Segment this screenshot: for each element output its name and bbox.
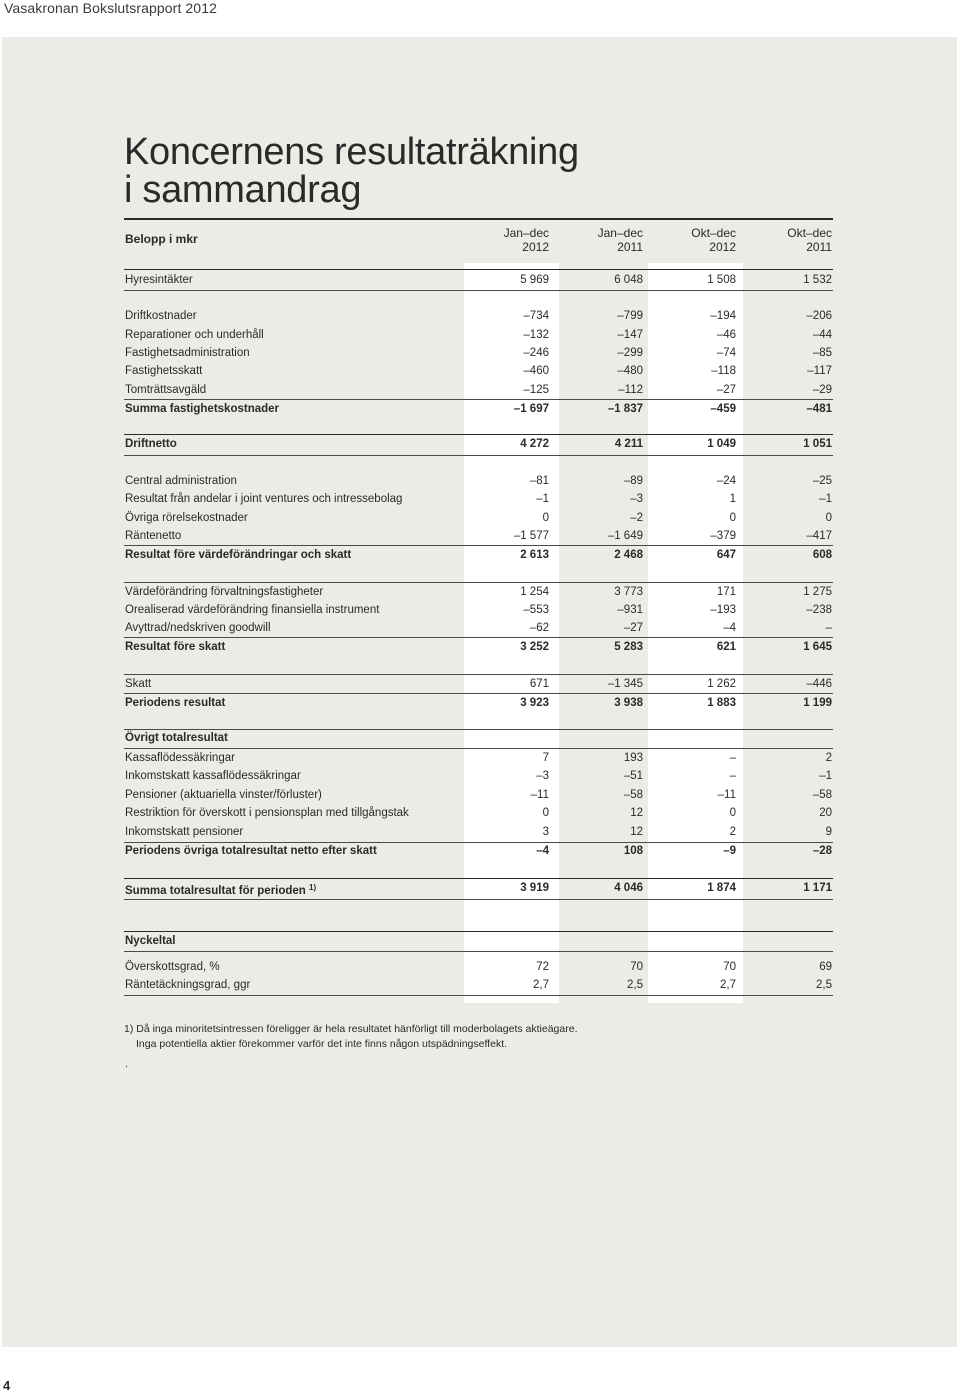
cell: –62 — [529, 622, 549, 634]
cell: 4 046 — [614, 882, 643, 894]
cell: – — [825, 622, 832, 634]
table-row-total — [124, 638, 833, 656]
cell: –4 — [723, 622, 736, 634]
table-row — [124, 767, 833, 785]
cell: 4 211 — [614, 438, 643, 450]
row-label: Värdeförändring förvaltningsfastigheter — [125, 586, 324, 598]
cell: –27 — [716, 384, 736, 396]
cell: –2 — [630, 512, 643, 524]
cell: –1 837 — [607, 403, 643, 415]
footnote-line-1: 1) Då inga minoritetsintressen föreligger är hela resultatet hänförligt till moderbolagets aktieägare. — [124, 1023, 578, 1035]
column-header — [553, 226, 643, 254]
cell: 2,5 — [816, 979, 832, 991]
row-label: Periodens övriga totalresultat netto efter skatt — [125, 845, 377, 857]
cell: 12 — [630, 826, 643, 838]
header-rule — [124, 269, 833, 270]
cell: 9 — [825, 826, 832, 838]
column-header-year: 2012 — [709, 240, 736, 254]
section-heading-ovrigt-totalresultat: Övrigt totalresultat — [125, 732, 228, 744]
cell: 1 645 — [803, 641, 832, 653]
cell: 1 883 — [707, 697, 736, 709]
cell: –480 — [617, 365, 643, 377]
cell: 2,7 — [720, 979, 736, 991]
cell: 671 — [529, 678, 549, 690]
cell: –25 — [812, 475, 832, 487]
cell: –460 — [523, 365, 549, 377]
cell: –85 — [812, 347, 832, 359]
cell: 0 — [542, 807, 549, 819]
cell: –1 — [819, 493, 832, 505]
table-row — [124, 344, 833, 362]
row-separator — [124, 290, 833, 291]
cell: 1 051 — [803, 438, 832, 450]
cell: 72 — [536, 961, 549, 973]
row-label: Resultat från andelar i joint ventures och intressebolag — [125, 493, 403, 505]
cell: 1 199 — [803, 697, 832, 709]
cell: 0 — [729, 807, 736, 819]
row-label: Skatt — [125, 678, 152, 690]
cell: 2 — [729, 826, 736, 838]
cell: 1 — [729, 493, 736, 505]
cell: 1 262 — [707, 678, 736, 690]
table-row — [124, 326, 833, 344]
row-label: Räntetäckningsgrad, ggr — [125, 979, 251, 991]
table-row — [124, 976, 833, 994]
cell: 7 — [542, 752, 549, 764]
table-top-rule — [124, 218, 833, 220]
footnote — [124, 1022, 578, 1052]
cell: 70 — [723, 961, 736, 973]
cell: –112 — [618, 384, 643, 396]
row-label: Kassaflödessäkringar — [125, 752, 235, 764]
cell: –11 — [717, 789, 736, 801]
cell: 2,7 — [533, 979, 549, 991]
table-row — [124, 804, 833, 822]
cell: 0 — [729, 512, 736, 524]
cell: –27 — [623, 622, 643, 634]
cell: –24 — [716, 475, 736, 487]
cell: –46 — [716, 329, 736, 341]
table-row — [124, 958, 833, 976]
cell: 2 613 — [520, 549, 549, 561]
table-row-total — [124, 435, 833, 453]
row-separator — [124, 951, 833, 952]
cell: 171 — [716, 586, 736, 598]
cell: 70 — [630, 961, 643, 973]
cell: 2,5 — [627, 979, 643, 991]
cell: 108 — [623, 845, 643, 857]
cell: –11 — [530, 789, 549, 801]
cell: 5 969 — [520, 274, 549, 286]
table-row — [124, 619, 833, 637]
row-separator — [124, 455, 833, 456]
cell: –193 — [710, 604, 736, 616]
cell: –1 649 — [607, 530, 643, 542]
row-label: Fastighetsskatt — [125, 365, 203, 377]
unit-label: Belopp i mkr — [125, 232, 198, 246]
table-row-total — [124, 546, 833, 564]
cell: 193 — [623, 752, 643, 764]
table-row — [124, 362, 833, 380]
cell: –246 — [523, 347, 549, 359]
cell: –81 — [529, 475, 549, 487]
cell: 20 — [819, 807, 832, 819]
row-separator — [124, 899, 833, 900]
row-label: Inkomstskatt pensioner — [125, 826, 244, 838]
cell: –44 — [812, 329, 832, 341]
cell: 0 — [542, 512, 549, 524]
table-row — [124, 583, 833, 601]
cell: 608 — [812, 549, 832, 561]
column-header — [742, 226, 832, 254]
table-row — [124, 601, 833, 619]
cell: 3 938 — [614, 697, 643, 709]
cell: 3 — [542, 826, 549, 838]
report-header-title: Vasakronan Bokslutsrapport 2012 — [4, 0, 217, 16]
cell: 3 252 — [520, 641, 549, 653]
row-label: Summa fastighetskostnader — [125, 403, 280, 415]
table-row — [124, 823, 833, 841]
table-row-total — [124, 842, 833, 860]
section-heading-nyckeltal: Nyckeltal — [125, 935, 176, 947]
cell: –147 — [617, 329, 643, 341]
row-label: Orealiserad värdeförändring finansiella instrument — [125, 604, 380, 616]
cell: –4 — [536, 845, 549, 857]
column-header-year: 2011 — [806, 240, 832, 254]
row-label: Räntenetto — [125, 530, 182, 542]
row-separator — [124, 995, 833, 996]
cell: –1 345 — [607, 678, 643, 690]
cell: 1 532 — [803, 274, 832, 286]
cell: –58 — [623, 789, 643, 801]
cell: –931 — [617, 604, 643, 616]
cell: –481 — [806, 403, 832, 415]
table-row — [124, 675, 833, 693]
row-label: Resultat före skatt — [125, 641, 226, 653]
cell: – — [729, 770, 736, 782]
cell: –132 — [523, 329, 549, 341]
cell: –125 — [523, 384, 549, 396]
cell: 1 049 — [707, 438, 736, 450]
row-label-text: Summa totalresultat för perioden — [125, 885, 306, 897]
row-label: Driftnetto — [125, 438, 177, 450]
cell: –299 — [617, 347, 643, 359]
cell: – — [729, 752, 736, 764]
column-header — [646, 226, 736, 254]
cell: –3 — [630, 493, 643, 505]
table-row — [124, 490, 833, 508]
cell: 621 — [716, 641, 736, 653]
row-label: Fastighetsadministration — [125, 347, 250, 359]
cell: –553 — [523, 604, 549, 616]
row-label: Överskottsgrad, % — [125, 961, 220, 973]
column-header-period: Jan–dec — [503, 226, 549, 240]
row-label: Avyttrad/nedskriven goodwill — [125, 622, 271, 634]
cell: 2 — [825, 752, 832, 764]
cell: –459 — [710, 403, 736, 415]
column-header-period: Okt–dec — [691, 226, 736, 240]
row-label: Pensioner (aktuariella vinster/förluster) — [125, 789, 322, 801]
row-label: Restriktion för överskott i pensionsplan med tillgångstak — [125, 807, 409, 819]
cell: 1 254 — [520, 586, 549, 598]
table-row — [124, 527, 833, 545]
cell: –51 — [623, 770, 643, 782]
cell: –734 — [523, 310, 549, 322]
column-header-period: Okt–dec — [787, 226, 832, 240]
row-label: Övriga rörelsekostnader — [125, 512, 248, 524]
column-header-year: 2011 — [617, 240, 643, 254]
cell: 1 171 — [803, 882, 832, 894]
cell: –1 — [536, 493, 549, 505]
cell: –1 577 — [513, 530, 549, 542]
page-title — [124, 131, 579, 212]
cell: –117 — [807, 365, 832, 377]
cell: –799 — [617, 310, 643, 322]
cell: 3 923 — [520, 697, 549, 709]
column-header-year: 2012 — [522, 240, 549, 254]
cell: –1 — [819, 770, 832, 782]
table-row — [124, 271, 833, 289]
cell: 1 508 — [707, 274, 736, 286]
column-header — [459, 226, 549, 254]
cell: 6 048 — [614, 274, 643, 286]
cell: 69 — [819, 961, 832, 973]
cell: –446 — [806, 678, 832, 690]
table-row — [124, 472, 833, 490]
cell: –89 — [623, 475, 643, 487]
cell: –379 — [710, 530, 736, 542]
cell: –1 697 — [513, 403, 549, 415]
row-label: Central administration — [125, 475, 237, 487]
cell: 0 — [825, 512, 832, 524]
row-separator — [124, 729, 833, 730]
column-header-period: Jan–dec — [597, 226, 643, 240]
row-label: Hyresintäkter — [125, 274, 193, 286]
page-number: 4 — [3, 1378, 11, 1393]
cell: –29 — [812, 384, 832, 396]
cell: 3 919 — [520, 882, 549, 894]
row-label: Reparationer och underhåll — [125, 329, 264, 341]
cell: –28 — [812, 845, 832, 857]
page-title-line-2: i sammandrag — [124, 169, 362, 212]
table-row — [124, 307, 833, 325]
row-label: Periodens resultat — [125, 697, 226, 709]
cell: –417 — [806, 530, 832, 542]
cell: –3 — [536, 770, 549, 782]
row-separator — [124, 931, 833, 932]
cell: 1 275 — [803, 586, 832, 598]
table-row-total — [124, 694, 833, 712]
cell: –194 — [710, 310, 736, 322]
cell: –206 — [806, 310, 832, 322]
cell: –58 — [812, 789, 832, 801]
cell: –118 — [711, 365, 736, 377]
cell: 4 272 — [520, 438, 549, 450]
footnote-line-2: Inga potentiella aktier förekommer varför det inte finns någon utspädningseffekt. — [136, 1038, 508, 1050]
table-row — [124, 509, 833, 527]
cell: –74 — [716, 347, 736, 359]
cell: 12 — [630, 807, 643, 819]
cell: 2 468 — [614, 549, 643, 561]
table-row — [124, 749, 833, 767]
table-row-total — [124, 400, 833, 418]
cell: 3 773 — [614, 586, 643, 598]
table-row — [124, 381, 833, 399]
cell: –238 — [806, 604, 832, 616]
table-row-grand-total — [124, 879, 833, 897]
row-label: Inkomstskatt kassaflödessäkringar — [125, 770, 301, 782]
row-label: Resultat före värdeförändringar och skatt — [125, 549, 352, 561]
cell: 5 283 — [614, 641, 643, 653]
footnote-marker: 1) — [309, 883, 317, 892]
row-label: Tomträttsavgäld — [125, 384, 207, 396]
cell: 647 — [716, 549, 736, 561]
row-label — [125, 879, 316, 900]
page-title-line-1: Koncernens resultaträkning — [124, 131, 579, 174]
row-label: Driftkostnader — [125, 310, 197, 322]
cell: 1 874 — [707, 882, 736, 894]
table-row — [124, 786, 833, 804]
cell: –9 — [723, 845, 736, 857]
footnote-dot: . — [125, 1058, 129, 1070]
